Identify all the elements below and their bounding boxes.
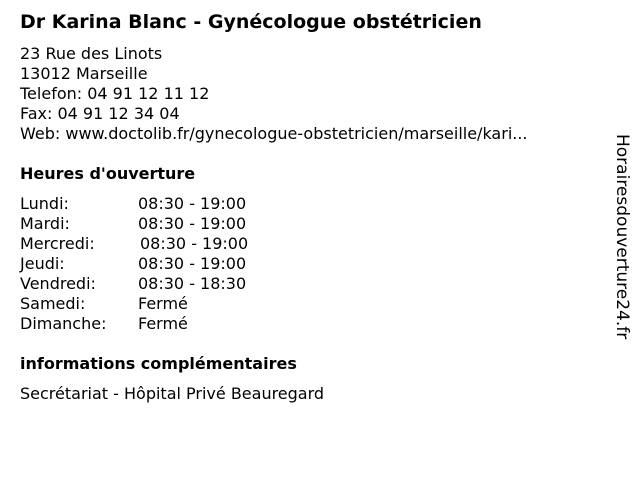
day-label: Mercredi: — [20, 234, 95, 253]
phone-number[interactable]: Telefon: 04 91 12 11 12 — [20, 84, 210, 103]
additional-info-text: Secrétariat - Hôpital Privé Beauregard — [20, 384, 325, 403]
fax-number: Fax: 04 91 12 34 04 — [20, 104, 180, 123]
city-postcode: 13012 Marseille — [20, 64, 148, 83]
day-label: Mardi: — [20, 214, 70, 233]
time-value: Fermé — [138, 314, 188, 333]
time-value: 08:30 - 19:00 — [138, 194, 247, 213]
page-title: Dr Karina Blanc - Gynécologue obstétricien — [20, 11, 482, 33]
street-address: 23 Rue des Linots — [20, 44, 163, 63]
additional-info-heading: informations complémentaires — [20, 354, 297, 373]
website-line — [20, 124, 528, 144]
day-label: Dimanche: — [20, 314, 107, 333]
day-label: Jeudi: — [20, 254, 65, 273]
opening-hours-heading: Heures d'ouverture — [20, 164, 196, 183]
address-block — [20, 44, 528, 144]
time-value: 08:30 - 19:00 — [138, 214, 247, 233]
time-value: 08:30 - 19:00 — [138, 254, 247, 273]
time-value: 08:30 - 18:30 — [138, 274, 247, 293]
day-label: Lundi: — [20, 194, 69, 213]
day-label: Vendredi: — [20, 274, 96, 293]
website-link[interactable]: www.doctolib.fr/gynecologue-obstetricien/marseille/kari... — [65, 124, 528, 143]
day-label: Samedi: — [20, 294, 86, 313]
time-value: 08:30 - 19:00 — [140, 234, 249, 253]
site-brand-link[interactable]: Horairesdouverture24.fr — [612, 134, 632, 340]
website-label: Web: — [20, 124, 66, 143]
time-value: Fermé — [138, 294, 188, 313]
